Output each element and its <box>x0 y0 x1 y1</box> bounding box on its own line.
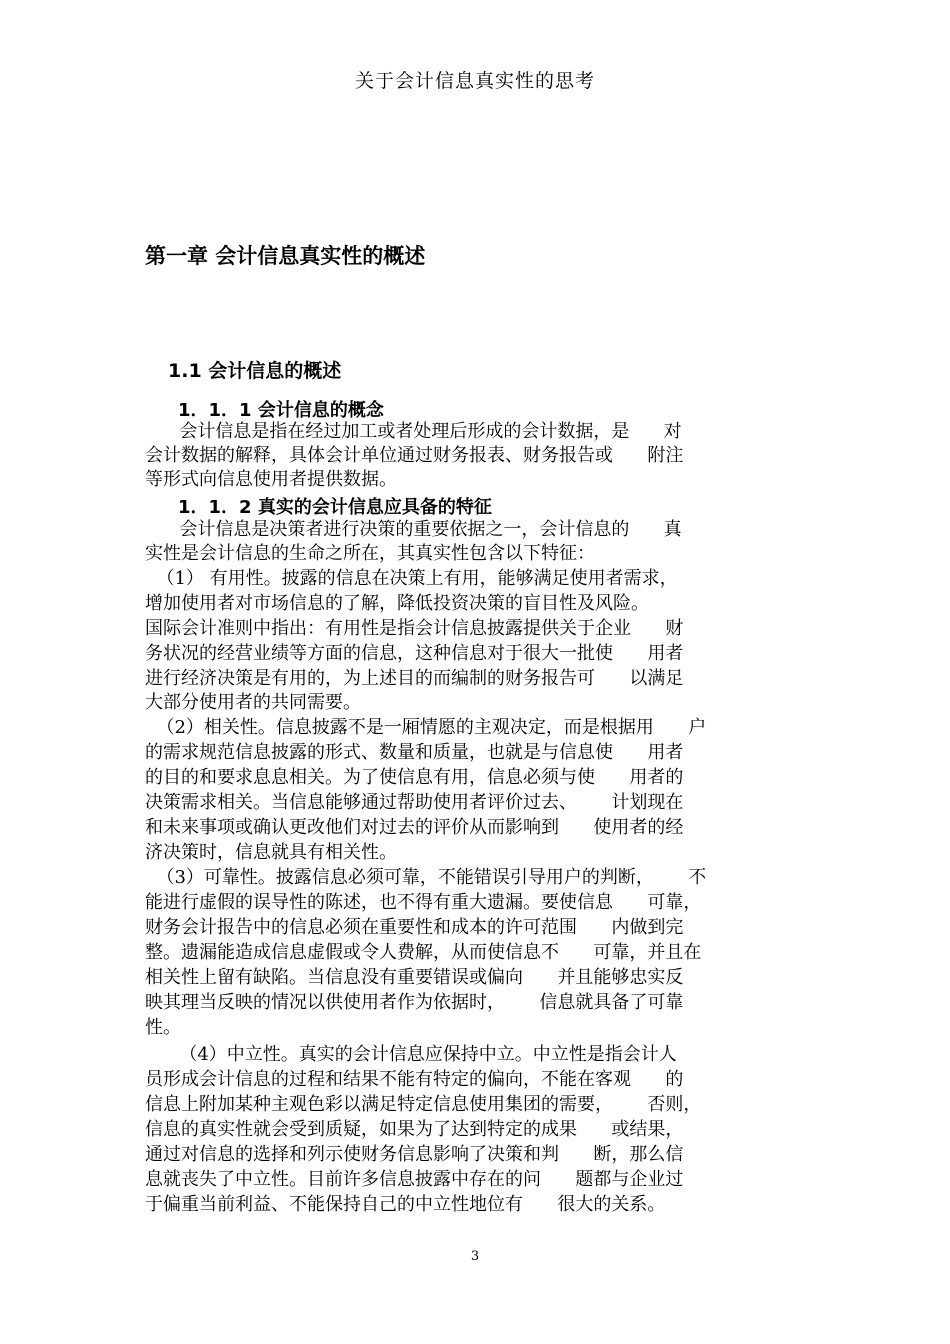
paragraph-line: 国际会计准则中指出：有用性是指会计信息披露提供关于企业 财 <box>145 618 684 639</box>
paragraph-line: 的目的和要求息息相关。为了使信息有用，信息必须与使 用者的 <box>145 767 684 788</box>
paragraph-line: 会计信息是决策者进行决策的重要依据之一，会计信息的 真 <box>145 519 682 540</box>
section-title: 1.1 会计信息的概述 <box>168 360 342 382</box>
paragraph-line: （2）相关性。信息披露不是一厢情愿的主观决定，而是根据用 户 <box>145 717 707 738</box>
page-number: 3 <box>470 1249 480 1264</box>
paragraph-line: 能进行虚假的误导性的陈述，也不得有重大遗漏。要使信息 可靠， <box>145 892 702 913</box>
paragraph-line: 性。 <box>145 1017 181 1038</box>
paragraph-line: 进行经济决策是有用的，为上述目的而编制的财务报告可 以满足 <box>145 668 684 689</box>
paragraph-line: 整。遗漏能造成信息虚假或令人费解，从而使信息不 可靠，并且在 <box>145 942 702 963</box>
paragraph-line: 会计数据的解释，具体会计单位通过财务报表、财务报告或 附注 <box>145 445 684 466</box>
paragraph-line: 员形成会计信息的过程和结果不能有特定的偏向，不能在客观 的 <box>145 1069 684 1090</box>
paragraph-line: 济决策时，信息就具有相关性。 <box>145 842 397 863</box>
paragraph-line: 信息上附加某种主观色彩以满足特定信息使用集团的需要， 否则， <box>145 1094 702 1115</box>
paragraph-line: 于偏重当前利益、不能保持自己的中立性地位有 很大的关系。 <box>145 1194 666 1215</box>
paragraph-line: 映其理当反映的情况以供使用者作为依据时， 信息就具备了可靠 <box>145 992 684 1013</box>
paragraph-line: （3）可靠性。披露信息必须可靠，不能错误引导用户的判断， 不 <box>145 867 707 888</box>
chapter-title: 第一章 会计信息真实性的概述 <box>145 244 426 268</box>
paragraph-line: 实性是会计信息的生命之所在，其真实性包含以下特征： <box>145 543 595 564</box>
paragraph-line: 决策需求相关。当信息能够通过帮助使用者评价过去、 计划现在 <box>145 792 684 813</box>
subsection-title-features: 1．1．2 真实的会计信息应具备的特征 <box>178 497 492 518</box>
paragraph-line: 增加使用者对市场信息的了解，降低投资决策的盲目性及风险。 <box>145 593 649 614</box>
paragraph-line: 等形式向信息使用者提供数据。 <box>145 469 397 490</box>
paragraph-line: 大部分使用者的共同需要。 <box>145 692 361 713</box>
running-header: 关于会计信息真实性的思考 <box>354 70 595 92</box>
paragraph-line: 财务会计报告中的信息必须在重要性和成本的许可范围 内做到完 <box>145 917 684 938</box>
paragraph-line: 的需求规范信息披露的形式、数量和质量，也就是与信息使 用者 <box>145 742 684 763</box>
paragraph-line: 务状况的经营业绩等方面的信息，这种信息对于很大一批使 用者 <box>145 643 684 664</box>
paragraph-line: 会计信息是指在经过加工或者处理后形成的会计数据，是 对 <box>145 421 682 442</box>
paragraph-line: 息就丧失了中立性。目前许多信息披露中存在的问 题都与企业过 <box>145 1169 684 1190</box>
paragraph-line: （4）中立性。真实的会计信息应保持中立。中立性是指会计人 <box>145 1044 677 1065</box>
paragraph-line: 通过对信息的选择和列示使财务信息影响了决策和判 断，那么信 <box>145 1144 684 1165</box>
paragraph-line: 和未来事项或确认更改他们对过去的评价从而影响到 使用者的经 <box>145 817 684 838</box>
paragraph-line: （1） 有用性。披露的信息在决策上有用，能够满足使用者需求， <box>145 568 678 589</box>
subsection-title-concept: 1．1．1 会计信息的概念 <box>178 400 384 421</box>
paragraph-line: 相关性上留有缺陷。当信息没有重要错误或偏向 并且能够忠实反 <box>145 967 684 988</box>
paragraph-line: 信息的真实性就会受到质疑，如果为了达到特定的成果 或结果， <box>145 1119 684 1140</box>
